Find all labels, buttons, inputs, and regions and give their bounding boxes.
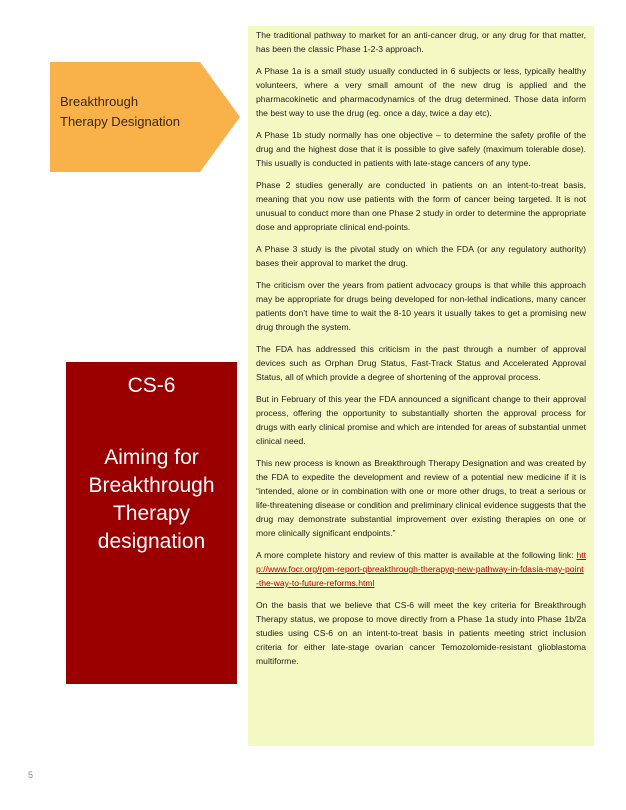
paragraph-february-change: But in February of this year the FDA announced a significant change to their approval process, offering the opportunity to substantially shorten the approval process for drugs with early clinical promise and which are intended for areas of substantial unmet clinical need. — [256, 394, 586, 446]
arrow-tag-line-2: Therapy Designation — [60, 114, 180, 129]
text-column — [248, 26, 594, 746]
paragraph-phase-3: A Phase 3 study is the pivotal study on which the FDA (or any regulatory authority) bases their approval to market the drug. — [256, 244, 586, 268]
paragraph-new-process: This new process is known as Breakthrough Therapy Designation and was created by the FDA to expedite the development and review of a potential new medicine if it is “intended, alone or in combination with one or more other drugs, to treat a serious or life-threatening disease or condition and preliminary clinical evidence suggests that the drug may demonstrate substantial improvement over existing therapies on one or more clinically significant endpoints.” — [256, 458, 586, 538]
paragraph-criticism: The criticism over the years from patient advocacy groups is that while this approach may be appropriate for drugs being developed for non-lethal indications, many cancer patients don’t have time to wait the 8-10 years it usually takes to get a promising new drug through the system. — [256, 280, 586, 332]
history-text: A more complete history and review of this matter is available at the following link: — [256, 550, 577, 560]
paragraph-fda-devices: The FDA has addressed this criticism in the past through a number of approval devices such as Orphan Drug Status, Fast-Track Status and Accelerated Approval Status, all of which provide a degree of shortening of the approval process. — [256, 344, 586, 382]
paragraph-history — [256, 548, 586, 590]
page-number: 5 — [28, 770, 34, 780]
paragraph-phase-1a: A Phase 1a is a small study usually conducted in 6 subjects or less, typically healthy volunteers, where a very small amount of the new drug is applied and the pharmacokinetic and pharmacodynamics of the drug determined. Those data inform the best way to use the drug (eg. once a day, twice a day etc). — [256, 66, 586, 118]
breakthrough-arrow-tag — [50, 62, 240, 172]
paragraph-phase-2: Phase 2 studies generally are conducted in patients on an intent-to-treat basis, meaning that you now use patients with the form of cancer being targeted. It is not unusual to conduct more than one Phase 2 study in order to determine the appropriate dose and appropriate clinical end-points. — [256, 180, 586, 232]
paragraph-traditional-pathway: The traditional pathway to market for an anti-cancer drug, or any drug for that matter, has been the classic Phase 1-2-3 approach. — [256, 30, 586, 54]
history-link[interactable]: http://www.focr.org/rpm-report-qbreakthrough-therapyq-new-pathway-in-fdasia-may-point-the-way-to-future-reforms.html — [256, 550, 586, 588]
cs6-title: CS-6 — [127, 374, 176, 397]
arrow-tag-line-1: Breakthrough — [60, 94, 139, 109]
cs6-callout-box — [66, 362, 237, 684]
paragraph-phase-1b: A Phase 1b study normally has one objective – to determine the safety profile of the drug and the highest dose that it is possible to give safely (maximum tolerable dose). This usually is conducted in patients with late-stage cancers of any type. — [256, 130, 586, 168]
arrow-tag-label — [60, 92, 220, 132]
cs6-subtitle: Aiming for Breakthrough Therapy designation — [88, 446, 215, 553]
paragraph-proposal: On the basis that we believe that CS-6 will meet the key criteria for Breakthrough Therapy status, we propose to move directly from a Phase 1a study into Phase 1b/2a studies using CS-6 on an intent-to-treat basis in patients meeting strict inclusion criteria for either late-stage ovarian cancer Temozolomide-resistant glioblastoma multiforme. — [256, 600, 586, 666]
